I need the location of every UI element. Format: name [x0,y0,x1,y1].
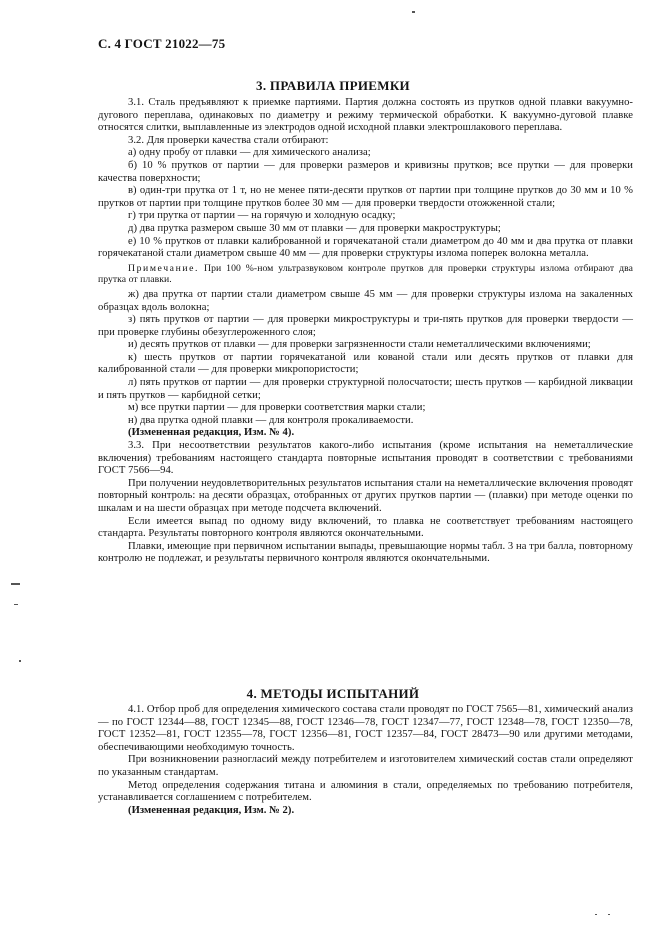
list-item-k: к) шесть прутков от партии горячекатаной или кованой стали или десять прутков от плавки для калиброванной стали — для проверки микропористости; [98,351,633,376]
scan-mark [11,583,20,585]
amendment-note-2: (Измененная редакция, Изм. № 2). [128,804,295,816]
paragraph-outlier: Если имеется выпад по одному виду включений, то плавка не соответствует требованиям настоящего стандарта. Результаты повторного контроля являются окончательными. [98,515,633,540]
list-item-i: и) десять прутков от плавки — для проверки загрязненности стали неметаллическими включениями; [128,339,591,351]
list-item-zh: ж) два прутка от партии стали диаметром свыше 45 мм — для проверки структуры излома на закаленных образцах вдоль волокна; [98,288,633,313]
list-item-b: б) 10 % прутков от партии — для проверки размеров и кривизны прутков; все прутки — для проверки качества поверхности; [98,159,633,184]
list-item-e: е) 10 % прутков от плавки калиброванной и горячекатаной стали диаметром до 40 мм и два прутка от плавки горячекатаной стали диаметром свыше 40 мм — для проверки структуры излома поперек волокна металла. [98,235,633,260]
list-item-z: з) пять прутков от партии — для проверки микроструктуры и три-пять прутков для проверки твердости — при проверке глубины обезуглероженного слоя; [98,314,633,338]
list-item-v: в) один-три прутка от 1 т, но не менее пяти-десяти прутков от партии при толщине прутков до 30 мм и 10 % прутков от партии при толщине прутков более 30 мм — для проверки твердости отожженной стали; [98,185,633,209]
section-3-body [98,97,633,566]
list-item-d: д) два прутка размером свыше 30 мм от плавки — для проверки макроструктуры; [128,222,501,234]
scan-mark [412,11,415,13]
section-4-body [98,704,633,817]
paragraph-3-2: 3.2. Для проверки качества стали отбирают: [128,134,329,146]
scan-mark [595,914,597,915]
paragraph-3-3: 3.3. При несоответствии результатов какого-либо испытания (кроме испытания на неметаллические включения) требованиям настоящего стандарта повторные испытания проводят в соответствии с требованиями ГОСТ 7566—94. [98,440,633,477]
list-item-m: м) все прутки партии — для проверки соответствия марки стали; [128,402,426,414]
page-header: С. 4 ГОСТ 21022—75 [98,36,226,51]
paragraph-repeat-control: При получении неудовлетворительных результатов испытания стали на неметаллические включения проводят повторный контроль: на десяти образцах, отобранных от других прутков партии — (плавки) при методе оценки по шкалам и на шести образцах при методе подсчета включений. [98,477,633,514]
list-item-a: а) одну пробу от плавки — для химического анализа; [128,147,371,159]
note-label: Примечание. [128,262,200,274]
note [98,263,633,286]
scan-mark [14,604,18,605]
paragraph-4-1: 4.1. Отбор проб для определения химического состава стали проводят по ГОСТ 7565—81, химический анализ — по ГОСТ 12344—88, ГОСТ 12345—88, ГОСТ 12346—78, ГОСТ 12347—77, ГОСТ 12348—78, ГОСТ 12350—78, ГОСТ 12352—81, ГОСТ 12355—78, ГОСТ 12356—81, ГОСТ 12357—84, ГОСТ 28473—90 или другими методами, обеспечивающими необходимую точность. [98,704,633,753]
list-item-n: н) два прутка одной плавки — для контроля прокаливаемости. [128,414,414,426]
paragraph-titanium-aluminium: Метод определения содержания титана и алюминия в стали, определяемых по требованию потребителя, устанавливается соглашением с потребителем. [98,779,633,804]
scan-mark [608,914,610,915]
note-text: При 100 %-ном ультразвуковом контроле прутков для проверки структуры излома отбирают два прутка от плавки. [98,262,633,286]
list-item-l: л) пять прутков от партии — для проверки структурной полосчатости; шесть прутков — карбидной ликвации и пять прутков — карбидной сетки; [98,377,633,401]
scan-mark [19,660,21,662]
paragraph-3-1: 3.1. Сталь предъявляют к приемке партиями. Партия должна состоять из прутков одной плавки вакуумно-дугового переплава, одинаковых по диаметру и режиму термической обработки. К вакуумно-дуговой плавке относятся слитки, выплавленные из электродов одной исходной плавки электрошлакового переплава. [98,97,633,134]
section-4-title: 4. МЕТОДЫ ИСПЫТАНИЙ [246,686,420,701]
list-item-g: г) три прутка от партии — на горячую и холодную осадку; [128,210,396,222]
paragraph-disagreement: При возникновении разногласий между потребителем и изготовителем химический состав стали определяют по указанным стандартам. [98,754,633,778]
amendment-note-4: (Измененная редакция, Изм. № 4). [128,427,295,439]
section-3-title: 3. ПРАВИЛА ПРИЕМКИ [256,78,410,93]
paragraph-final-result: Плавки, имеющие при первичном испытании выпады, превышающие нормы табл. 3 на три балла, повторному контролю не подлежат, и результаты первичного контроля являются окончательными. [98,540,633,565]
